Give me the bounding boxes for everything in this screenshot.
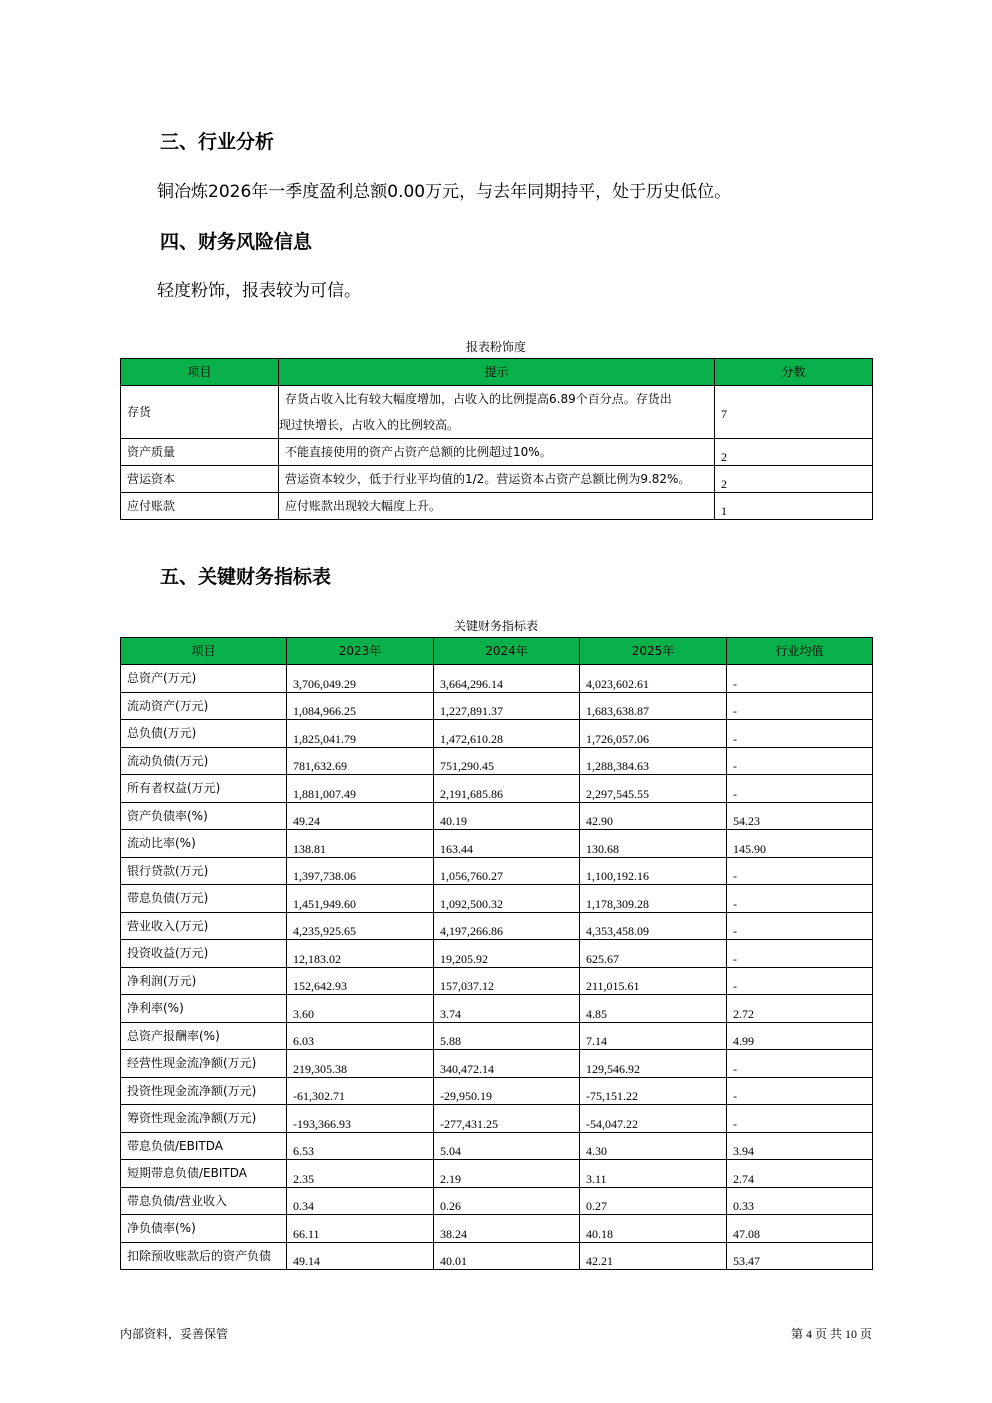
table-cell: - [727, 747, 873, 775]
row-label: 筹资性现金流净额(万元) [121, 1105, 287, 1133]
table-cell: - [727, 940, 873, 968]
fin-table-header-row [121, 638, 873, 665]
fin-table-caption: 关键财务指标表 [453, 619, 538, 633]
table-cell: 2,191,685.86 [434, 775, 580, 803]
table-cell: 6.03 [287, 1022, 434, 1050]
table-cell: 1,178,309.28 [580, 885, 727, 913]
table-row [121, 1132, 873, 1160]
table-row [121, 857, 873, 885]
row-label: 流动负债(万元) [121, 747, 287, 775]
table-cell: 1,100,192.16 [580, 857, 727, 885]
table-row [121, 1022, 873, 1050]
table-row [121, 830, 873, 858]
section-4-text: 轻度粉饰，报表较为可信。 [157, 281, 361, 301]
table-cell: 0.34 [287, 1187, 434, 1215]
table-row [121, 775, 873, 803]
table-cell: 130.68 [580, 830, 727, 858]
table-cell: 3.74 [434, 995, 580, 1023]
fin-header-item: 项目 [121, 638, 287, 665]
table-cell: 1,288,384.63 [580, 747, 727, 775]
section-5-title: 五、关键财务指标表 [160, 566, 332, 588]
table-cell: 19,205.92 [434, 940, 580, 968]
risk-hint [279, 386, 715, 439]
table-cell: 129,546.92 [580, 1050, 727, 1078]
fin-table-body [121, 665, 873, 1270]
table-cell: 4.99 [727, 1022, 873, 1050]
table-cell: 1,397,738.06 [287, 857, 434, 885]
table-cell: 66.11 [287, 1215, 434, 1243]
table-cell: 157,037.12 [434, 967, 580, 995]
table-cell: 4,023,602.61 [580, 665, 727, 693]
table-cell: - [727, 775, 873, 803]
table-row [121, 665, 873, 693]
table-row [121, 1077, 873, 1105]
section-3-text: 铜冶炼2026年一季度盈利总额0.00万元，与去年同期持平，处于历史低位。 [157, 182, 732, 202]
row-label: 经营性现金流净额(万元) [121, 1050, 287, 1078]
table-row [121, 967, 873, 995]
row-label: 净利率(%) [121, 995, 287, 1023]
table-cell: 1,056,760.27 [434, 857, 580, 885]
table-cell: 1,472,610.28 [434, 720, 580, 748]
risk-table-caption: 报表粉饰度 [465, 340, 526, 354]
risk-row [121, 439, 873, 466]
risk-item: 应付账款 [121, 493, 279, 520]
table-cell: -75,151.22 [580, 1077, 727, 1105]
row-label: 所有者权益(万元) [121, 775, 287, 803]
table-cell: 4.85 [580, 995, 727, 1023]
table-cell: -277,431.25 [434, 1105, 580, 1133]
table-cell: 7.14 [580, 1022, 727, 1050]
table-cell: 47.08 [727, 1215, 873, 1243]
table-row [121, 995, 873, 1023]
table-cell: 0.26 [434, 1187, 580, 1215]
table-cell: 1,227,891.37 [434, 692, 580, 720]
table-cell: 163.44 [434, 830, 580, 858]
financial-table [120, 637, 873, 1270]
fin-header-2023: 2023年 [287, 638, 434, 665]
table-cell: - [727, 1077, 873, 1105]
table-cell: 625.67 [580, 940, 727, 968]
table-cell: 751,290.45 [434, 747, 580, 775]
table-cell: 5.04 [434, 1132, 580, 1160]
table-cell: 1,084,966.25 [287, 692, 434, 720]
table-row [121, 1050, 873, 1078]
risk-score: 7 [715, 386, 873, 439]
table-cell: 138.81 [287, 830, 434, 858]
row-label: 带息负债/营业收入 [121, 1187, 287, 1215]
footer-left: 内部资料，妥善保管 [120, 1327, 229, 1341]
row-label: 银行贷款(万元) [121, 857, 287, 885]
table-cell: -193,366.93 [287, 1105, 434, 1133]
risk-hint-line-2: 现过快增长，占收入的比例较高。 [279, 418, 460, 432]
table-cell: 2.74 [727, 1160, 873, 1188]
table-cell: -29,950.19 [434, 1077, 580, 1105]
table-cell: 4,197,266.86 [434, 912, 580, 940]
table-cell: 40.19 [434, 802, 580, 830]
table-cell: 54.23 [727, 802, 873, 830]
risk-table-header-row [121, 359, 873, 386]
table-cell: 3.11 [580, 1160, 727, 1188]
row-label: 总资产报酬率(%) [121, 1022, 287, 1050]
risk-score: 2 [715, 439, 873, 466]
table-cell: 3.94 [727, 1132, 873, 1160]
table-row [121, 885, 873, 913]
table-cell: 0.33 [727, 1187, 873, 1215]
table-row [121, 802, 873, 830]
table-cell: - [727, 857, 873, 885]
risk-score: 1 [715, 493, 873, 520]
table-cell: 0.27 [580, 1187, 727, 1215]
table-cell: - [727, 692, 873, 720]
risk-row [121, 386, 873, 439]
risk-hint: 不能直接使用的资产占资产总额的比例超过10%。 [279, 439, 715, 466]
table-cell: 6.53 [287, 1132, 434, 1160]
risk-header-hint: 提示 [279, 359, 715, 386]
table-row [121, 1105, 873, 1133]
table-cell: 211,015.61 [580, 967, 727, 995]
table-cell: 3.60 [287, 995, 434, 1023]
risk-header-item: 项目 [121, 359, 279, 386]
table-row [121, 747, 873, 775]
table-cell: 4,353,458.09 [580, 912, 727, 940]
risk-header-score: 分数 [715, 359, 873, 386]
table-cell: - [727, 1105, 873, 1133]
table-cell: 5.88 [434, 1022, 580, 1050]
table-cell: - [727, 720, 873, 748]
table-row [121, 912, 873, 940]
risk-item: 资产质量 [121, 439, 279, 466]
table-cell: 40.18 [580, 1215, 727, 1243]
row-label: 带息负债/EBITDA [121, 1132, 287, 1160]
table-cell: 1,092,500.32 [434, 885, 580, 913]
table-cell: -61,302.71 [287, 1077, 434, 1105]
table-cell: 12,183.02 [287, 940, 434, 968]
table-cell: 340,472.14 [434, 1050, 580, 1078]
table-cell: - [727, 885, 873, 913]
row-label: 流动比率(%) [121, 830, 287, 858]
risk-table [120, 358, 873, 520]
table-cell: 219,305.38 [287, 1050, 434, 1078]
table-row [121, 1160, 873, 1188]
table-row [121, 1215, 873, 1243]
table-row [121, 940, 873, 968]
table-cell: 1,825,041.79 [287, 720, 434, 748]
table-row [121, 1187, 873, 1215]
table-cell: 152,642.93 [287, 967, 434, 995]
table-cell: 42.21 [580, 1242, 727, 1270]
table-cell: 2.72 [727, 995, 873, 1023]
table-cell: 38.24 [434, 1215, 580, 1243]
table-cell: - [727, 1050, 873, 1078]
section-3-title: 三、行业分析 [160, 131, 275, 153]
table-cell: 145.90 [727, 830, 873, 858]
fin-header-2025: 2025年 [580, 638, 727, 665]
table-cell: 4.30 [580, 1132, 727, 1160]
fin-header-industry-avg: 行业均值 [727, 638, 873, 665]
table-cell: - [727, 967, 873, 995]
table-cell: -54,047.22 [580, 1105, 727, 1133]
table-cell: 1,451,949.60 [287, 885, 434, 913]
table-cell: 1,683,638.87 [580, 692, 727, 720]
table-cell: 781,632.69 [287, 747, 434, 775]
table-cell: 49.14 [287, 1242, 434, 1270]
table-cell: 42.90 [580, 802, 727, 830]
risk-row [121, 493, 873, 520]
risk-row [121, 466, 873, 493]
table-cell: 2.19 [434, 1160, 580, 1188]
row-label: 营业收入(万元) [121, 912, 287, 940]
row-label: 净利润(万元) [121, 967, 287, 995]
row-label: 总负债(万元) [121, 720, 287, 748]
row-label: 投资收益(万元) [121, 940, 287, 968]
row-label: 流动资产(万元) [121, 692, 287, 720]
fin-header-2024: 2024年 [434, 638, 580, 665]
table-cell: 40.01 [434, 1242, 580, 1270]
table-cell: 1,881,007.49 [287, 775, 434, 803]
table-cell: - [727, 912, 873, 940]
row-label: 扣除预收账款后的资产负债 [121, 1242, 287, 1270]
risk-hint: 营运资本较少，低于行业平均值的1/2。营运资本占资产总额比例为9.82%。 [279, 466, 715, 493]
table-cell: 3,706,049.29 [287, 665, 434, 693]
table-cell: 53.47 [727, 1242, 873, 1270]
table-cell: 2,297,545.55 [580, 775, 727, 803]
table-cell: - [727, 665, 873, 693]
risk-hint-line-1: 存货占收入比有较大幅度增加，占收入的比例提高6.89个百分点。存货出 [285, 392, 672, 406]
table-row [121, 1242, 873, 1270]
risk-item: 营运资本 [121, 466, 279, 493]
table-row [121, 692, 873, 720]
row-label: 净负债率(%) [121, 1215, 287, 1243]
table-cell: 49.24 [287, 802, 434, 830]
table-cell: 1,726,057.06 [580, 720, 727, 748]
risk-score: 2 [715, 466, 873, 493]
table-cell: 4,235,925.65 [287, 912, 434, 940]
risk-item: 存货 [121, 386, 279, 439]
table-cell: 3,664,296.14 [434, 665, 580, 693]
section-4-title: 四、财务风险信息 [160, 231, 313, 253]
risk-hint: 应付账款出现较大幅度上升。 [279, 493, 715, 520]
footer-page-number: 第 4 页 共 10 页 [790, 1327, 872, 1341]
row-label: 带息负债(万元) [121, 885, 287, 913]
row-label: 总资产(万元) [121, 665, 287, 693]
row-label: 投资性现金流净额(万元) [121, 1077, 287, 1105]
table-row [121, 720, 873, 748]
table-cell: 2.35 [287, 1160, 434, 1188]
row-label: 短期带息负债/EBITDA [121, 1160, 287, 1188]
row-label: 资产负债率(%) [121, 802, 287, 830]
